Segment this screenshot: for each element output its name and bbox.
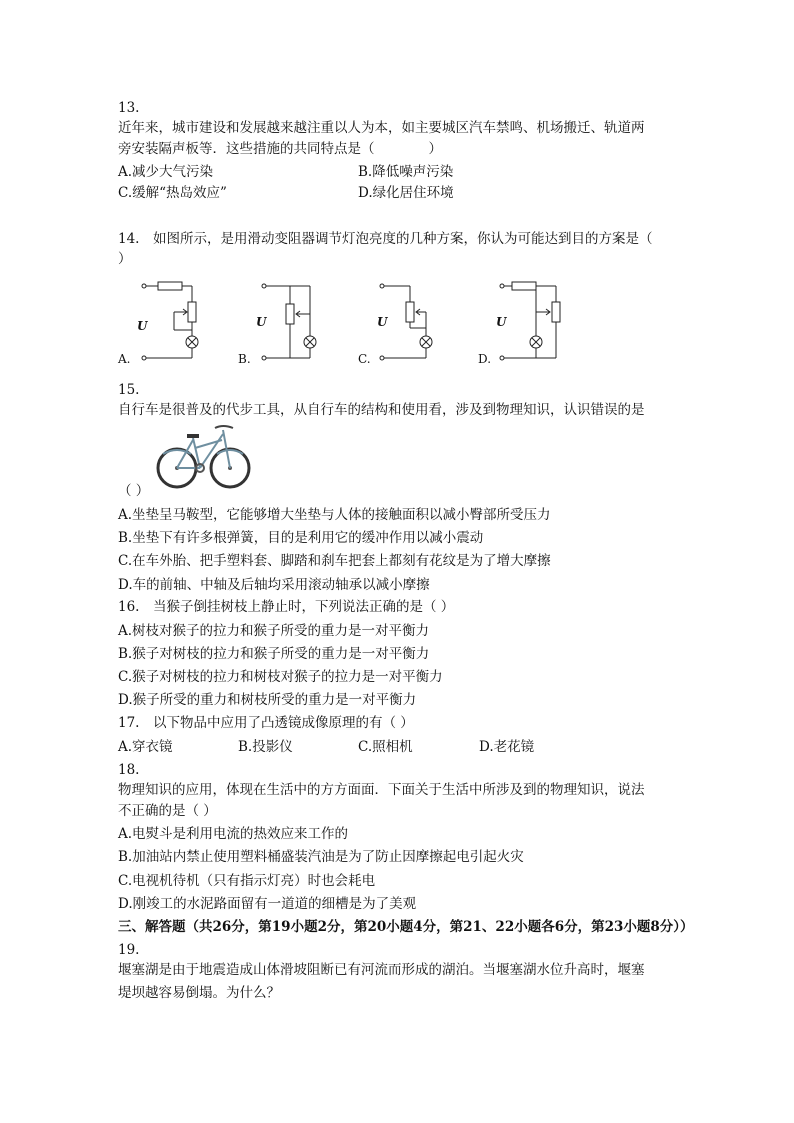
q19-stem-line1: 堰塞湖是由于地震造成山体滑坡阻断已有河流而形成的湖泊。当堰塞湖水位升高时，堰塞 bbox=[118, 962, 645, 978]
q17-option-c: C.照相机 bbox=[358, 739, 413, 755]
q13-stem-line2: 旁安装隔声板等．这些措施的共同特点是（ ） bbox=[118, 141, 442, 157]
q15-option-b: B.坐垫下有许多根弹簧，目的是利用它的缓冲作用以减小震动 bbox=[118, 530, 484, 546]
q16-option-b: B.猴子对树枝的拉力和猴子所受的重力是一对平衡力 bbox=[118, 646, 430, 662]
bicycle-image bbox=[155, 420, 251, 492]
q13-option-b: B.降低噪声污染 bbox=[358, 164, 454, 180]
q15-option-a: A.坐垫呈马鞍型，它能够增大坐垫与人体的接触面积以减小臀部所受压力 bbox=[118, 507, 551, 523]
q15-number: 15. bbox=[118, 382, 140, 398]
q16-option-c: C.猴子对树枝的拉力和树枝对猴子的拉力是一对平衡力 bbox=[118, 669, 443, 685]
q18-option-b: B.加油站内禁止使用塑料桶盛装汽油是为了防止因摩擦起电引起火灾 bbox=[118, 849, 524, 865]
q17-option-a: A.穿衣镜 bbox=[118, 739, 173, 755]
q16-option-d: D.猴子所受的重力和树枝所受的重力是一对平衡力 bbox=[118, 692, 417, 708]
q13-option-c: C.缓解“热岛效应” bbox=[118, 185, 227, 201]
q13-option-d: D.绿化居住环境 bbox=[358, 185, 454, 201]
circuit-b-label: B. bbox=[238, 352, 251, 366]
section-3-heading: 三、解答题（共26分，第19小题2分，第20小题4分，第21、22小题各6分，第23小题8分）） bbox=[118, 919, 694, 935]
q15-paren: （ ） bbox=[118, 483, 150, 499]
q15-option-d: D.车的前轴、中轴及后轴均采用滚动轴承以减小摩擦 bbox=[118, 577, 430, 593]
q16-stem: 16. 当猴子倒挂树枝上静止时，下列说法正确的是（ ） bbox=[118, 599, 455, 615]
q13-stem-line1: 近年来，城市建设和发展越来越注重以人为本，如主要城区汽车禁鸣、机场搬迁、轨道两 bbox=[118, 120, 645, 136]
q17-option-d: D.老花镜 bbox=[479, 739, 535, 755]
q13-number: 13. bbox=[118, 100, 140, 116]
q13-option-a: A.减少大气污染 bbox=[118, 164, 214, 180]
q18-option-c: C.电视机待机（只有指示灯亮）时也会耗电 bbox=[118, 873, 376, 889]
q14-stem-line2: ） bbox=[118, 251, 132, 267]
q18-stem-line1: 物理知识的应用，体现在生活中的方方面面．下面关于生活中所涉及到的物理知识，说法 bbox=[118, 782, 645, 798]
q14-stem-line1: 14. 如图所示，是用滑动变阻器调节灯泡亮度的几种方案，你认为可能达到目的方案是（ bbox=[118, 231, 653, 247]
circuit-c-label: C. bbox=[358, 352, 371, 366]
circuit-a-label: A. bbox=[118, 352, 131, 366]
circuit-a-u-label: U bbox=[137, 319, 148, 333]
q18-option-d: D.刚竣工的水泥路面留有一道道的细槽是为了美观 bbox=[118, 896, 417, 912]
circuit-d-label: D. bbox=[478, 352, 492, 366]
circuit-c-u-label: U bbox=[377, 315, 388, 329]
q15-option-c: C.在车外胎、把手塑料套、脚踏和刹车把套上都刻有花纹是为了增大摩擦 bbox=[118, 553, 551, 569]
circuit-d-u-label: U bbox=[496, 315, 507, 329]
q15-stem: 自行车是很普及的代步工具，从自行车的结构和使用看，涉及到物理知识，认识错误的是 bbox=[118, 402, 645, 418]
q18-number: 18. bbox=[118, 762, 140, 778]
q17-option-b: B.投影仪 bbox=[238, 739, 293, 755]
q17-stem: 17. 以下物品中应用了凸透镜成像原理的有（ ） bbox=[118, 715, 414, 731]
q16-option-a: A.树枝对猴子的拉力和猴子所受的重力是一对平衡力 bbox=[118, 623, 430, 639]
q18-stem-line2: 不正确的是（ ） bbox=[118, 803, 217, 819]
q19-number: 19. bbox=[118, 942, 140, 958]
circuit-b-u-label: U bbox=[256, 315, 267, 329]
q19-stem-line2: 堤坝越容易倒塌。为什么？ bbox=[118, 985, 280, 1001]
q18-option-a: A.电熨斗是利用电流的热效应来工作的 bbox=[118, 826, 349, 842]
